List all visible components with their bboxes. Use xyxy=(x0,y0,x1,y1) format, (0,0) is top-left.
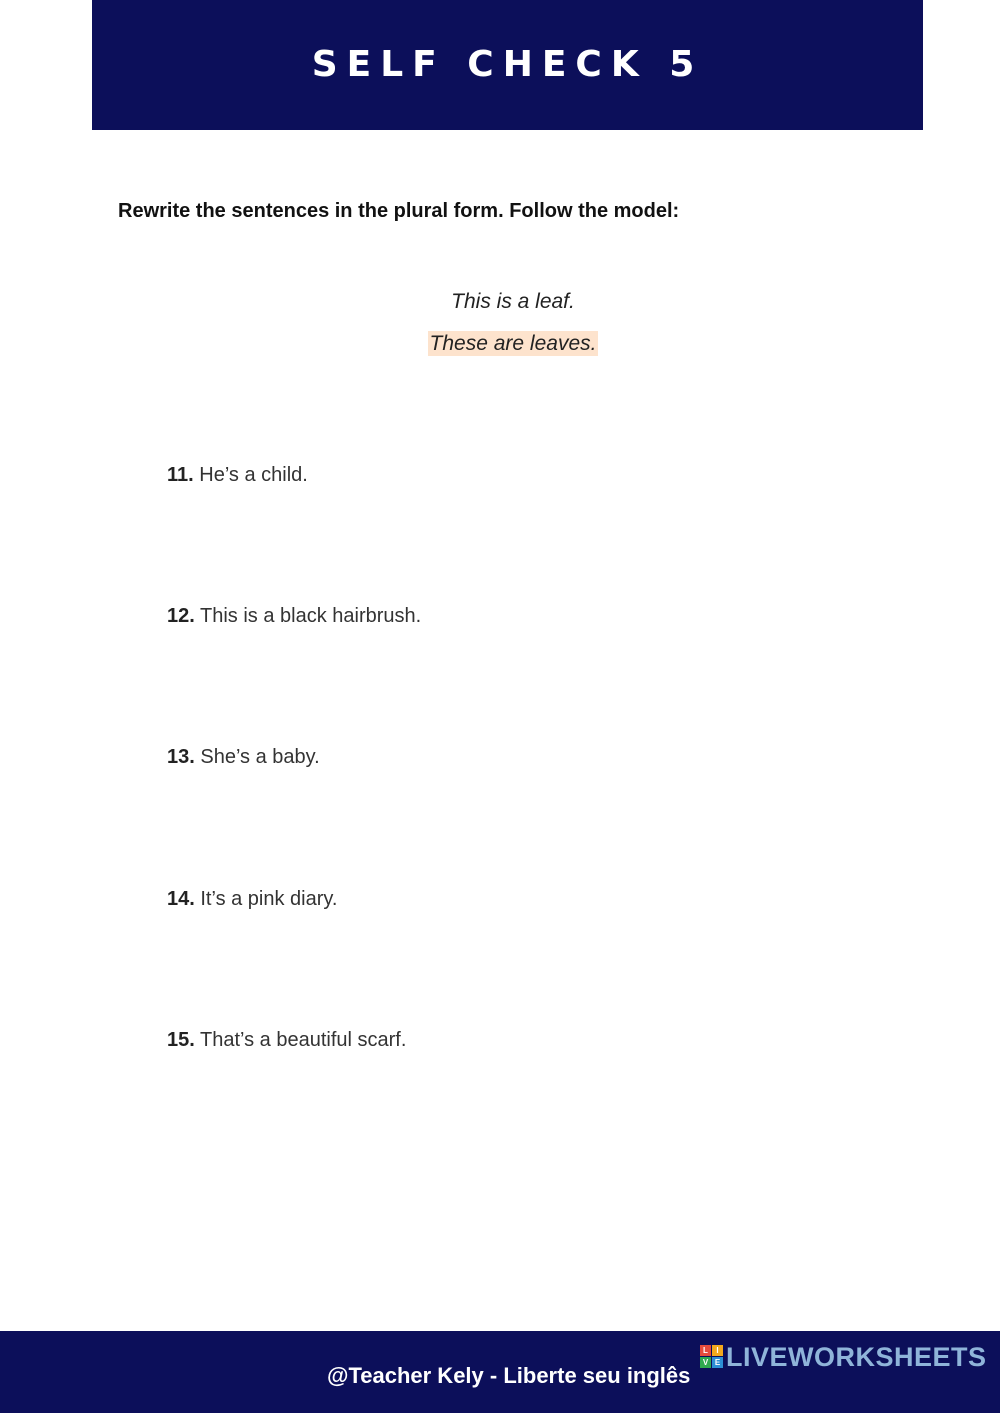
footer-credit: @Teacher Kely - Liberte seu inglês xyxy=(327,1363,691,1388)
model-plural xyxy=(0,332,1000,356)
model-plural-text: These are leaves. xyxy=(429,332,597,355)
liveworksheets-watermark: LIVEWORKSHEETS xyxy=(726,1342,987,1372)
exercise-text: It’s a pink diary. xyxy=(200,888,338,910)
exercise-item xyxy=(167,888,337,911)
instruction-text: Rewrite the sentences in the plural form. Follow the model: xyxy=(118,200,680,222)
exercise-text: This is a black hairbrush. xyxy=(200,605,422,627)
model-singular-text: This is a leaf. xyxy=(451,290,575,313)
logo-letter-v: V xyxy=(700,1357,711,1368)
exercise-text: She’s a baby. xyxy=(200,746,320,768)
exercise-item xyxy=(167,1029,406,1052)
logo-letter-e: E xyxy=(712,1357,723,1368)
model-singular xyxy=(0,290,1000,314)
page-title: SELF CHECK 5 xyxy=(311,43,704,85)
exercise-item xyxy=(167,746,320,769)
header-band xyxy=(92,0,923,130)
exercise-number: 15. xyxy=(167,1029,195,1051)
logo-letter-l: L xyxy=(700,1345,711,1356)
logo-letter-i: I xyxy=(712,1345,723,1356)
exercise-item xyxy=(167,464,308,487)
exercise-number: 11. xyxy=(167,464,194,486)
footer-band xyxy=(0,1331,1000,1413)
exercise-number: 14. xyxy=(167,888,195,910)
exercise-number: 12. xyxy=(167,605,195,627)
exercise-number: 13. xyxy=(167,746,195,768)
exercise-text: He’s a child. xyxy=(199,464,308,486)
exercise-item xyxy=(167,605,421,628)
liveworksheets-logo-icon xyxy=(700,1345,723,1368)
exercise-text: That’s a beautiful scarf. xyxy=(200,1029,407,1051)
